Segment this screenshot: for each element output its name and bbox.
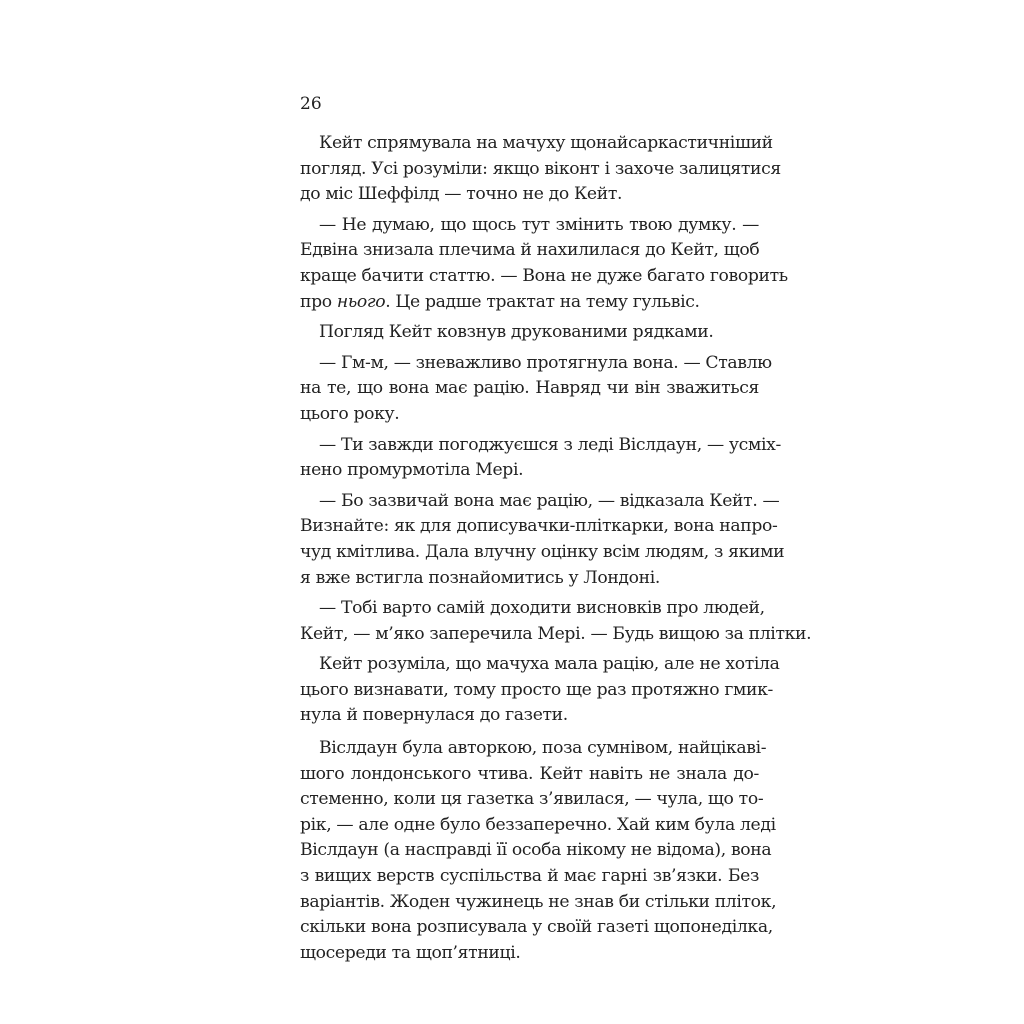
text-line: скільки вона розписувала у своїй газеті щопонеділка, (300, 917, 773, 938)
text-line: чуд кмітлива. Дала влучну оцінку всім людям, з якими (300, 541, 785, 562)
text-line: я вже встигла познайомитись у Лондоні. (300, 567, 661, 588)
text-line: стеменно, коли ця газетка з’явилася, — чула, що то- (300, 789, 764, 810)
text-line: Визнайте: як для дописувачки-пліткарки, вона напро- (300, 516, 778, 537)
text-line: цього визнавати, тому просто ще раз протяжно гмик- (300, 679, 773, 700)
text-line (300, 290, 759, 316)
text-line: Віслдаун була авторкою, поза сумнівом, найцікаві- (319, 738, 767, 759)
text-fragment: . Це радше трактат на тему гульвіс. (385, 291, 700, 312)
text-line: Кейт розуміла, що мачуха мала рацію, але не хотіла (319, 654, 780, 675)
text-line: з вищих верств суспільства й має гарні зв’язки. Без (300, 866, 759, 887)
text-line: — Тобі варто самій доходити висновків про людей, (319, 598, 765, 619)
text-line: шого лондонського чтива. Кейт навіть не знала до- (300, 763, 759, 784)
text-line: краще бачити статтю. — Вона не дуже багато говорить (300, 265, 788, 286)
text-line: нено промурмотіла Мері. (300, 460, 524, 481)
text-line: до міс Шеффілд — точно не до Кейт. (300, 184, 623, 205)
text-line: цього року. (300, 403, 400, 424)
italic-fragment: нього (336, 291, 386, 312)
text-line: — Не думаю, що щось тут змінить твою думку. — (319, 214, 759, 235)
body-text (300, 131, 812, 966)
text-line: — Бо зазвичай вона має рацію, — відказала Кейт. — (319, 490, 780, 511)
text-line: — Ти завжди погоджуєшся з леді Віслдаун, — усміх- (319, 434, 781, 455)
text-line: — Гм-м, — зневажливо протягнула вона. — Ставлю (319, 352, 772, 373)
text-line: Кейт спрямувала на мачуху щонайсаркастичніший (319, 133, 773, 153)
text-line: щосереди та щоп’ятниці. (300, 942, 521, 963)
text-line: на те, що вона має рацію. Навряд чи він зважиться (300, 378, 759, 399)
page-number: 26 (300, 94, 322, 114)
text-line: Кейт, — м’яко заперечила Мері. — Будь вищою за плітки. (300, 623, 812, 644)
text-line: Едвіна знизала плечима й нахилилася до Кейт, щоб (300, 240, 760, 261)
text-line: погляд. Усі розуміли: якщо віконт і захоче залицятися (300, 158, 781, 179)
text-line: рік, — але одне було беззаперечно. Хай ким була леді (300, 814, 776, 835)
text-line: Погляд Кейт ковзнув друкованими рядками. (319, 322, 714, 343)
text-line: Віслдаун (а насправді її особа нікому не відома), вона (300, 840, 772, 861)
text-fragment: про (300, 291, 337, 312)
text-line: нула й повернулася до газети. (300, 705, 568, 726)
text-line: варіантів. Жоден чужинець не знав би стільки пліток, (300, 891, 777, 912)
